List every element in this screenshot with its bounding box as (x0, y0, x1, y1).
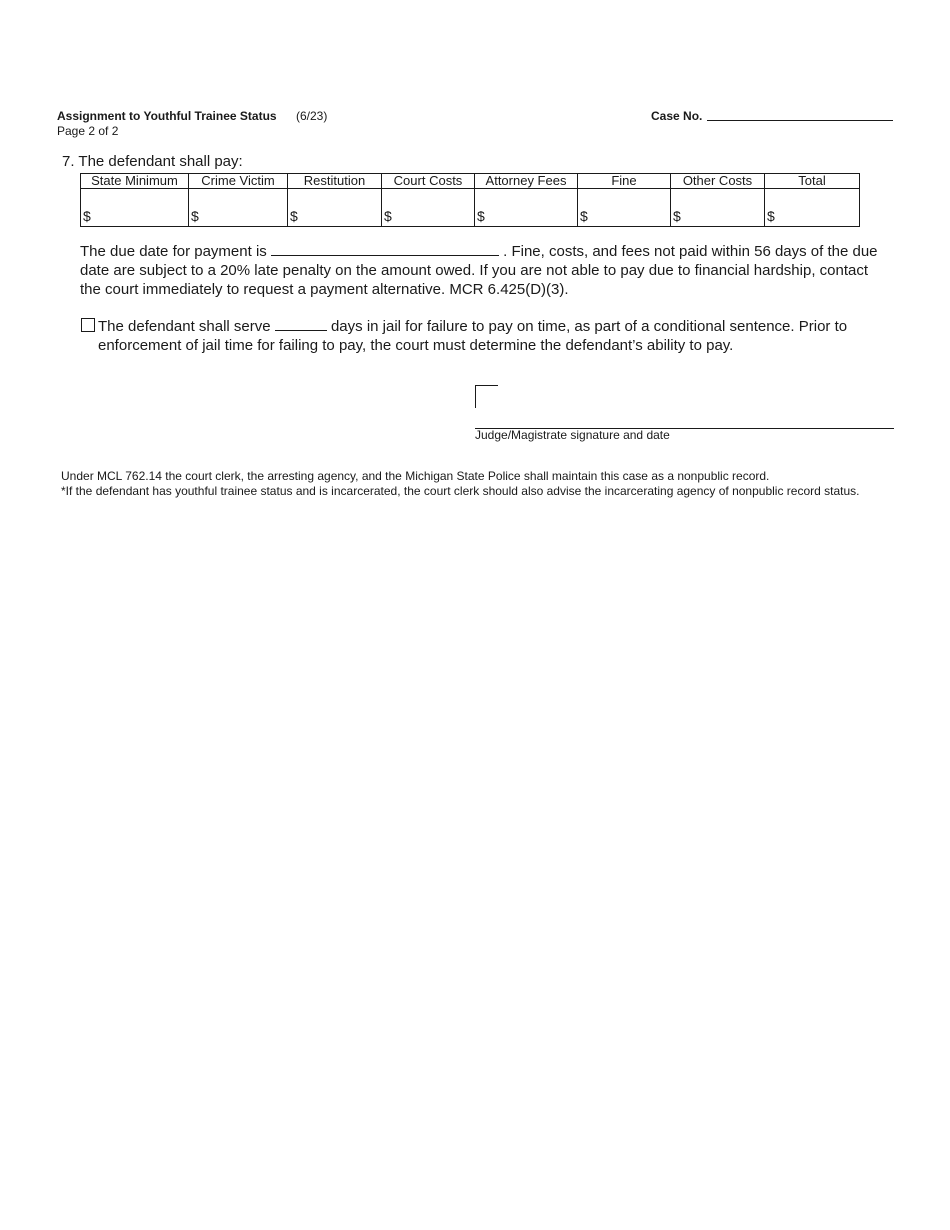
item-7-heading: 7. The defendant shall pay: (62, 153, 243, 170)
col-header-total: Total (765, 174, 860, 189)
due-date-text-before: The due date for payment is (80, 243, 267, 260)
amount-field-court-costs[interactable] (382, 189, 475, 227)
jail-days-field[interactable] (275, 317, 327, 331)
form-title: Assignment to Youthful Trainee Status (57, 109, 277, 123)
currency-symbol: $ (191, 208, 199, 224)
col-header-crime-victim: Crime Victim (189, 174, 288, 189)
currency-symbol: $ (477, 208, 485, 224)
currency-symbol: $ (384, 208, 392, 224)
currency-symbol: $ (580, 208, 588, 224)
amount-field-state-minimum[interactable] (81, 189, 189, 227)
currency-symbol: $ (83, 208, 91, 224)
form-revision: (6/23) (296, 109, 328, 123)
page-number: Page 2 of 2 (57, 124, 119, 138)
amount-field-total[interactable] (765, 189, 860, 227)
amount-field-restitution[interactable] (288, 189, 382, 227)
currency-symbol: $ (767, 208, 775, 224)
signature-box-corner (475, 385, 498, 408)
due-date-paragraph (80, 242, 880, 299)
jail-text-after: days in jail for failure to pay on time, as part of a conditional sentence. Prior to enforcement of jail time for failing to pay, the court must determine the defendant’s ability to pay. (98, 318, 848, 354)
due-date-text-after: . Fine, costs, and fees not paid within 56 days of the due date are subject to a 20% late penalty on the amount owed. If you are not able to pay due to financial hardship, contact the court immediately to request a payment alternative. MCR 6.425(D)(3). (80, 243, 878, 298)
due-date-field[interactable] (271, 242, 499, 256)
footer-note-1: Under MCL 762.14 the court clerk, the arresting agency, and the Michigan State Police shall maintain this case as a nonpublic record. (61, 469, 770, 483)
currency-symbol: $ (290, 208, 298, 224)
amount-field-crime-victim[interactable] (189, 189, 288, 227)
col-header-court-costs: Court Costs (382, 174, 475, 189)
case-no-label: Case No. (651, 109, 703, 123)
amount-field-fine[interactable] (578, 189, 671, 227)
amount-field-other-costs[interactable] (671, 189, 765, 227)
col-header-restitution: Restitution (288, 174, 382, 189)
col-header-fine: Fine (578, 174, 671, 189)
jail-paragraph (98, 317, 888, 355)
col-header-state-minimum: State Minimum (81, 174, 189, 189)
jail-checkbox[interactable] (81, 318, 95, 332)
amount-field-attorney-fees[interactable] (475, 189, 578, 227)
signature-label: Judge/Magistrate signature and date (475, 428, 670, 442)
payment-table (80, 173, 860, 227)
footer-note-2: *If the defendant has youthful trainee status and is incarcerated, the court clerk should also advise the incarcerating agency of nonpublic record status. (61, 484, 860, 498)
case-no-field[interactable] (707, 120, 893, 121)
col-header-attorney-fees: Attorney Fees (475, 174, 578, 189)
jail-text-before: The defendant shall serve (98, 318, 271, 335)
col-header-other-costs: Other Costs (671, 174, 765, 189)
currency-symbol: $ (673, 208, 681, 224)
